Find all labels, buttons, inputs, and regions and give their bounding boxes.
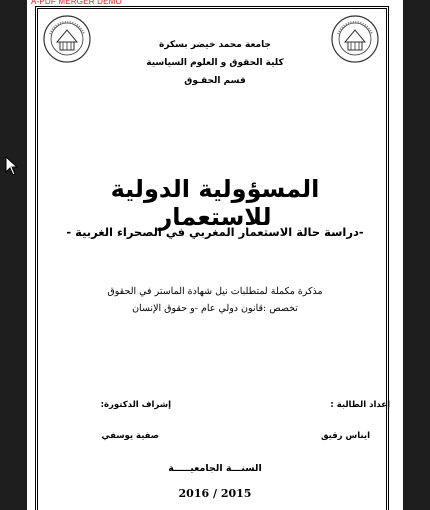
watermark-text: A-PDF MERGER DEMO (31, 0, 122, 6)
department-name: قسم الحقـوق (184, 76, 246, 86)
academic-year-label: السنـــة الجامعيـــــة (168, 463, 262, 474)
supervisor-label: إشراف الدكتورة: (100, 400, 171, 410)
mouse-cursor-icon (5, 156, 19, 176)
university-seal-icon (42, 14, 92, 64)
thesis-note-degree: مذكرة مكملة لمتطلبات نيل شهادة الماستر في الحقوق (107, 286, 323, 297)
faculty-name: كلية الحقوق و العلوم السياسية (146, 58, 284, 68)
thesis-note-specialty: تخصص :قانون دولي عام -و حقوق الإنسان (132, 303, 298, 314)
university-name: جامعة محمد خيضر بسكرة (159, 40, 271, 50)
university-seal-icon (330, 14, 380, 64)
thesis-subtitle: -دراسة حالة الاستعمار المغربي في الصحراء الغربية - (66, 225, 364, 239)
thesis-title: المسؤولية الدولية للاستعمار (110, 175, 320, 231)
document-page[interactable] (27, 0, 403, 510)
supervisor-name: صفية يوسفي (101, 431, 159, 441)
student-name: ايناس رقيق (320, 431, 370, 441)
academic-year-value: 2016 / 2015 (178, 487, 252, 500)
student-label: إعداد الطالبة : (330, 400, 390, 410)
